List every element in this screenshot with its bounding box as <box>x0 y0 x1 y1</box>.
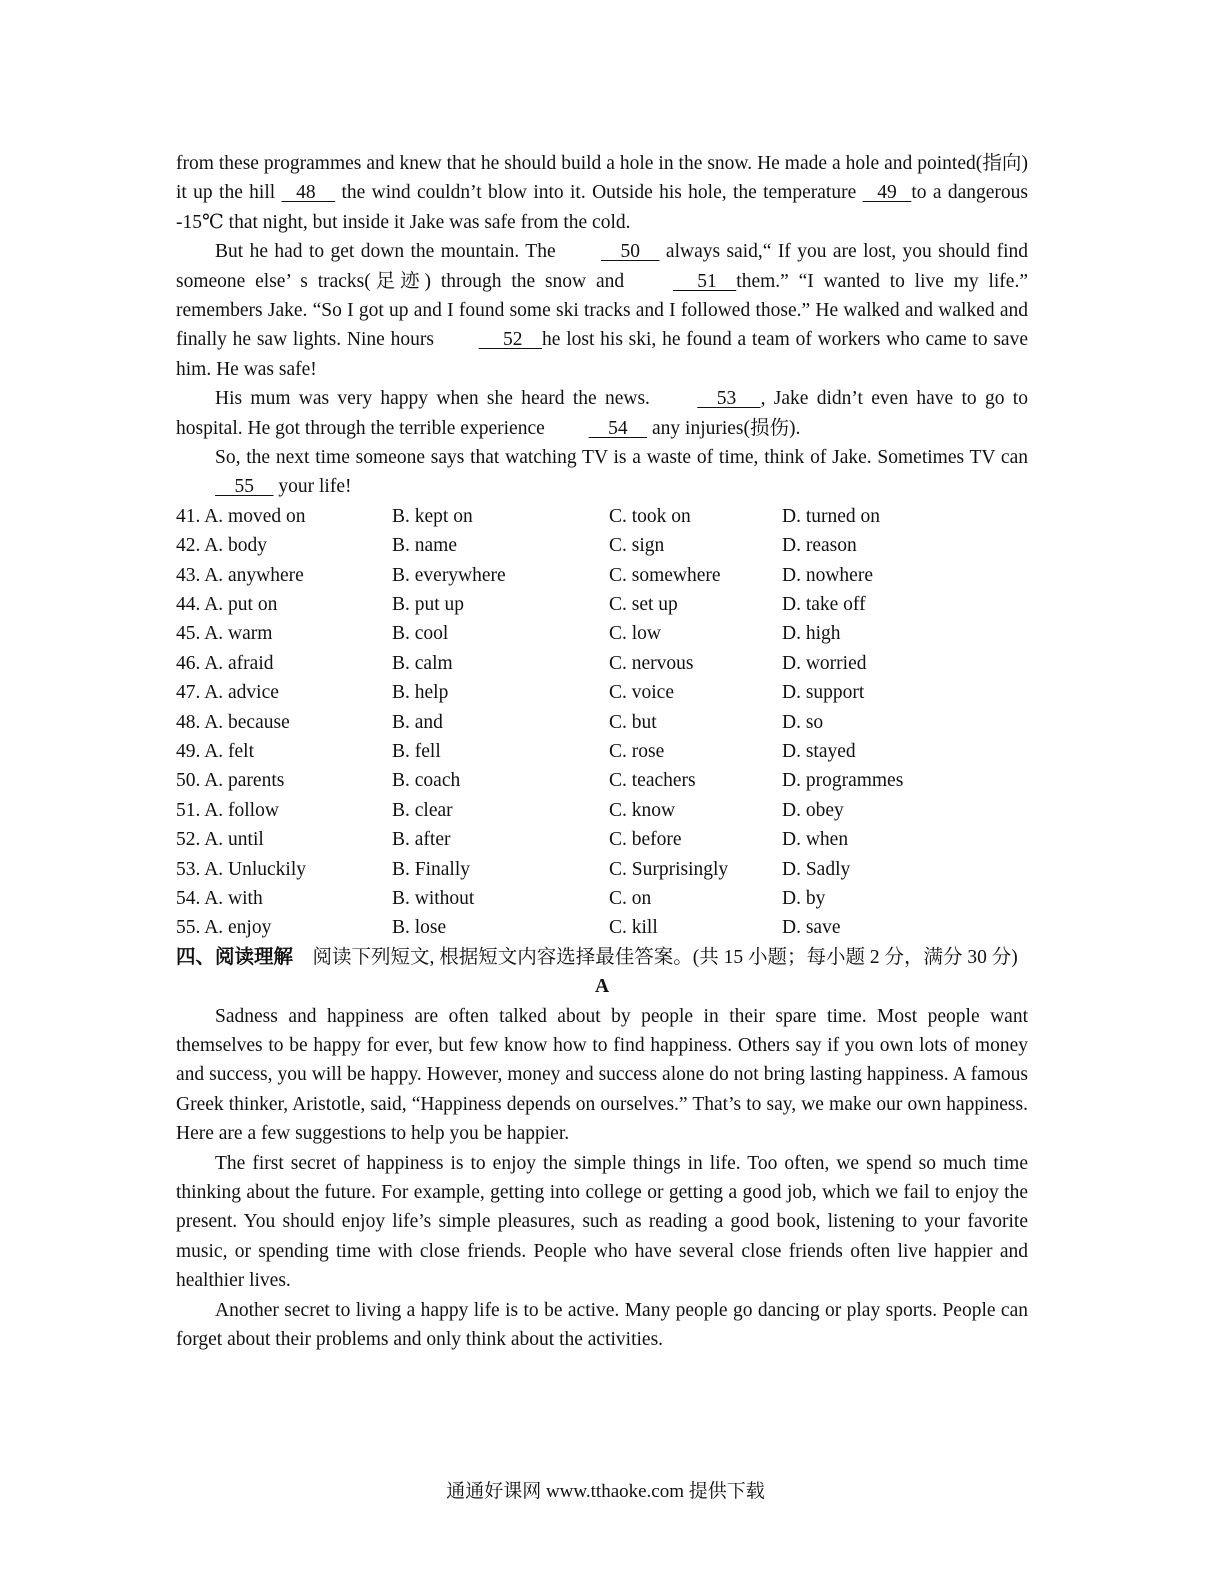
option-d: D. reason <box>782 535 857 557</box>
option-b: B. Finally <box>392 858 471 880</box>
question-number: 48. <box>176 711 201 733</box>
option-row <box>176 855 1028 884</box>
passage-a-paragraph: The first secret of happiness is to enjoy the simple things in life. Too often, we spend so much time thinking about the future. For example, getting into college or getting a good job, which we fail to enjoy the present. You should enjoy life’s simple pleasures, such as reading a good book, listening to your favorite music, or spending time with close friends. People who have several close friends often live happier and healthier lives. <box>176 1152 1028 1292</box>
question-number: 51. <box>176 799 201 821</box>
option-b: B. help <box>392 682 449 704</box>
option-a-text: A. Unluckily <box>204 858 307 880</box>
option-b: B. without <box>392 887 475 909</box>
paragraph-text: your life! <box>273 476 352 498</box>
option-d: D. stayed <box>782 741 856 762</box>
option-a <box>176 619 392 648</box>
option-a <box>176 561 392 590</box>
option-a <box>176 737 392 766</box>
option-c: C. sign <box>609 535 665 557</box>
option-row <box>176 825 1028 854</box>
paragraph-text: But he had to get down the mountain. The <box>215 241 563 263</box>
option-a <box>176 825 392 854</box>
answer-blank: 53 <box>697 388 761 410</box>
section-instructions: 阅读下列短文, 根据短文内容选择最佳答案。(共 15 小题；每小题 2 分，满分 30 分) <box>293 946 1018 968</box>
option-a <box>176 884 392 913</box>
question-number: 42. <box>176 535 201 557</box>
question-number: 50. <box>176 770 201 792</box>
question-number: 52. <box>176 829 201 851</box>
option-a-text: A. put on <box>204 594 278 616</box>
paragraph-text: So, the next time someone says that watching TV is a waste of time, think of Jake. Sometimes TV can <box>215 447 1028 469</box>
option-b: B. after <box>392 829 451 851</box>
option-c: C. voice <box>609 682 674 704</box>
option-a-text: A. warm <box>204 623 273 645</box>
question-number: 53. <box>176 858 201 880</box>
paragraph-text: them.” “I wanted to live my life.” remembers Jake. “So I got up and I found some ski tracks and I followed those.” He walked and walked and finally he saw lights. Nine hours <box>176 270 1028 351</box>
cloze-paragraph <box>176 237 1028 384</box>
option-row <box>176 561 1028 590</box>
option-d: D. support <box>782 682 865 704</box>
option-c: C. low <box>609 623 662 645</box>
option-a-text: A. until <box>204 829 264 851</box>
option-a-text: A. advice <box>204 682 279 704</box>
question-number: 46. <box>176 652 201 674</box>
option-d: D. programmes <box>782 770 904 792</box>
paragraph-text: from these programmes and knew that he should build a hole in the snow. He made a hole and pointed(指向) it up the hill <box>176 153 1028 204</box>
cloze-passage <box>176 149 1028 502</box>
section-title: 四、阅读理解 <box>176 946 294 968</box>
option-b: B. clear <box>392 799 453 821</box>
option-row <box>176 619 1028 648</box>
option-row <box>176 766 1028 795</box>
option-c: C. before <box>609 829 682 851</box>
question-number: 49. <box>176 741 201 762</box>
option-a <box>176 913 392 942</box>
option-b: B. name <box>392 535 457 557</box>
option-c: C. on <box>609 887 652 909</box>
answer-blank: 48 <box>281 182 336 204</box>
option-a <box>176 531 392 560</box>
option-c: C. teachers <box>609 770 696 792</box>
option-a-text: A. moved on <box>204 505 306 527</box>
paragraph-text: always said,“ If you are lost, you should find someone else’ s tracks(足迹) through the snow and <box>176 241 1028 292</box>
answer-blank: 51 <box>672 270 737 292</box>
option-a <box>176 766 392 795</box>
option-a <box>176 590 392 619</box>
question-number: 55. <box>176 917 201 939</box>
option-b: B. coach <box>392 770 461 792</box>
option-c: C. rose <box>609 741 665 762</box>
question-number: 45. <box>176 623 201 645</box>
option-b: B. and <box>392 711 443 733</box>
option-row <box>176 531 1028 560</box>
paragraph-text: , Jake didn’t even have to go to hospital. He got through the terrible experience <box>176 388 1028 439</box>
option-d: D. Sadly <box>782 858 851 880</box>
option-d: D. nowhere <box>782 564 873 586</box>
option-b: B. kept on <box>392 505 473 527</box>
answer-blank: 49 <box>862 182 912 204</box>
option-b: B. calm <box>392 652 453 674</box>
option-d: D. by <box>782 887 826 909</box>
passage-a-paragraph: Another secret to living a happy life is to be active. Many people go dancing or play sports. People can forget about their problems and only think about the activities. <box>176 1299 1028 1351</box>
passage-a-paragraph: Sadness and happiness are often talked about by people in their spare time. Most people want themselves to be happy for ever, but few know how to find happiness. Others say if you own lots of money and success, you will be happy. However, money and success alone do not bring lasting happiness. A famous Greek thinker, Aristotle, said, “Happiness depends on ourselves.” That’s to say, we make our own happiness. Here are a few suggestions to help you be happier. <box>176 1005 1028 1145</box>
paragraph-text: he lost his ski, he found a team of workers who came to save him. He was safe! <box>176 329 1028 380</box>
option-a-text: A. afraid <box>204 652 274 674</box>
option-row <box>176 649 1028 678</box>
option-row <box>176 678 1028 707</box>
option-d: D. worried <box>782 652 867 674</box>
page-footer: 通通好课网 www.tthaoke.com 提供下载 <box>446 1481 765 1502</box>
question-number: 44. <box>176 594 201 616</box>
option-d: D. take off <box>782 594 866 616</box>
option-c: C. somewhere <box>609 564 721 586</box>
option-a-text: A. because <box>204 711 290 733</box>
question-number: 43. <box>176 564 201 586</box>
option-row <box>176 913 1028 942</box>
question-number: 41. <box>176 505 201 527</box>
option-c: C. kill <box>609 917 658 939</box>
option-row <box>176 708 1028 737</box>
option-row <box>176 737 1028 766</box>
option-a-text: A. body <box>204 535 268 557</box>
option-a <box>176 502 392 531</box>
option-a-text: A. parents <box>204 770 285 792</box>
option-b: B. cool <box>392 623 449 645</box>
option-c: C. set up <box>609 594 678 616</box>
option-a-text: A. follow <box>204 799 279 821</box>
option-c: C. nervous <box>609 652 694 674</box>
option-a <box>176 855 392 884</box>
option-b: B. fell <box>392 741 441 762</box>
paragraph-text: the wind couldn’t blow into it. Outside his hole, the temperature <box>335 182 863 204</box>
options-table <box>176 502 1028 943</box>
option-a-text: A. felt <box>204 741 255 762</box>
passage-label: A <box>594 976 610 998</box>
option-b: B. lose <box>392 917 447 939</box>
page-content <box>176 149 1028 1354</box>
cloze-paragraph <box>176 443 1028 502</box>
section-heading <box>176 943 1028 972</box>
paragraph-text: His mum was very happy when she heard the news. <box>215 388 659 410</box>
option-d: D. when <box>782 829 849 851</box>
cloze-paragraph <box>176 384 1028 443</box>
option-d: D. turned on <box>782 505 881 527</box>
option-c: C. Surprisingly <box>609 858 729 880</box>
option-a <box>176 796 392 825</box>
option-row <box>176 796 1028 825</box>
option-b: B. put up <box>392 594 465 616</box>
option-d: D. obey <box>782 799 844 821</box>
paragraph-text: any injuries(损伤). <box>647 417 801 439</box>
option-row <box>176 884 1028 913</box>
answer-blank: 55 <box>215 476 274 498</box>
answer-blank: 50 <box>601 241 660 263</box>
option-b: B. everywhere <box>392 564 506 586</box>
option-row <box>176 590 1028 619</box>
option-row <box>176 502 1028 531</box>
answer-blank: 54 <box>588 417 648 439</box>
option-a <box>176 708 392 737</box>
option-d: D. high <box>782 623 841 645</box>
option-a <box>176 678 392 707</box>
option-c: C. know <box>609 799 676 821</box>
paragraph-text: to a dangerous -15℃ that night, but inside it Jake was safe from the cold. <box>176 182 1028 233</box>
option-c: C. took on <box>609 505 691 527</box>
cloze-paragraph <box>176 149 1028 237</box>
option-d: D. save <box>782 917 841 939</box>
option-a-text: A. enjoy <box>204 917 272 939</box>
option-a-text: A. with <box>204 887 263 909</box>
question-number: 54. <box>176 887 201 909</box>
answer-blank: 52 <box>478 329 543 351</box>
option-a-text: A. anywhere <box>204 564 304 586</box>
question-number: 47. <box>176 682 201 704</box>
option-c: C. but <box>609 711 657 733</box>
option-d: D. so <box>782 711 824 733</box>
option-a <box>176 649 392 678</box>
